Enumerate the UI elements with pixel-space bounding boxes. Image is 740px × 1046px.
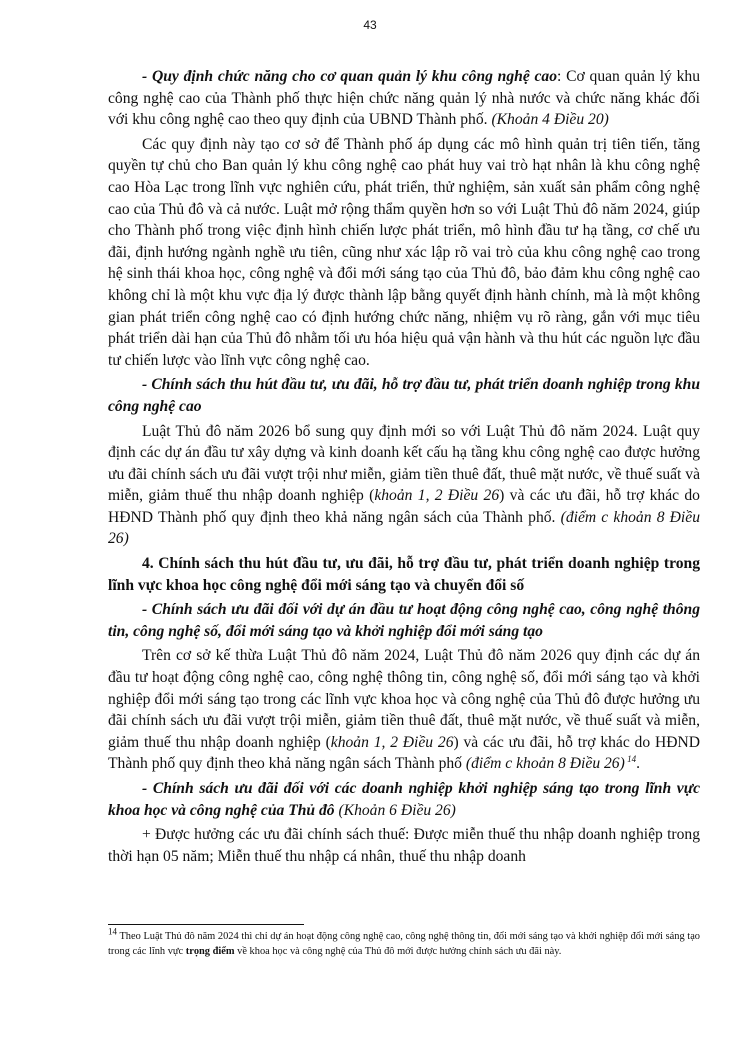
legal-reference: (Khoản 6 Điều 26)	[338, 801, 456, 819]
footnote	[108, 926, 700, 959]
heading-text: - Chính sách ưu đãi đối với các doanh nghiệp khởi nghiệp sáng tạo trong lĩnh vực khoa học và công nghệ của Thủ đô	[108, 780, 700, 819]
footnote-text: Theo Luật Thủ đô năm 2024 thì chỉ dự án hoạt động công nghệ cao, công nghệ thông tin, đổi mới sáng tạo và khởi nghiệp đổi mới sáng tạo trong các lĩnh vực	[108, 931, 700, 957]
paragraph-tax-incentives: + Được hưởng các ưu đãi chính sách thuế: Được miễn thuế thu nhập doanh nghiệp trong thời hạn 05 năm; Miễn thuế thu nhập cá nhân, thuế thu nhập doanh	[108, 826, 700, 865]
paragraph-text: Luật Thủ đô năm 2026 bổ sung quy định mới so với Luật Thủ đô năm 2024. Luật quy định các dự án đầu tư xây dựng và kinh doanh kết cấu hạ tầng khu công nghệ cao được hưởng ưu đãi chính sách ưu đãi vượt trội như miễn, giảm tiền thuê đất, thuê mặt nước, về thuế suất và miễn, giảm thuế thu nhập doanh nghiệp (	[108, 422, 700, 505]
paragraph-explanation: Các quy định này tạo cơ sở để Thành phố áp dụng các mô hình quản trị tiên tiến, tăng quyền tự chủ cho Ban quản lý khu công nghệ cao phát huy vai trò hạt nhân là khu công nghệ cao Hòa Lạc trong lĩnh vực nghiên cứu, phát triển, thử nghiệm, sản xuất sản phẩm công nghệ cao của Thủ đô và cả nước. Luật mở rộng thẩm quyền hơn so với Luật Thủ đô năm 2024, giúp cho Thành phố trong việc định hình chiến lược phát triển, mô hình đầu tư hạ tầng, cơ chế ưu đãi, định hướng ngành nghề ưu tiên, cũng như xác lập rõ vai trò của khu công nghệ cao trong hệ sinh thái khoa học, công nghệ và đổi mới sáng tạo của Thủ đô, bảo đảm khu công nghệ cao không chỉ là một khu vực địa lý được thành lập bằng quyết định hành chính, mà là một không gian phát triển công nghệ cao có định hướng chức năng, nhiệm vụ rõ ràng, gắn với mục tiêu phát triển dài hạn của Thủ đô nhằm tối ưu hóa hiệu quả vận hành và thu hút các nguồn lực đầu tư chiến lược vào lĩnh vực công nghệ cao.	[108, 135, 700, 369]
paragraph-hitech-authority	[108, 66, 700, 131]
footnote-text: về khoa học và công nghệ của Thủ đô mới được hưởng chính sách ưu đãi này.	[234, 945, 562, 957]
heading-startup-incentives	[108, 778, 700, 821]
heading-text: - Chính sách ưu đãi đối với dự án đầu tư hoạt động công nghệ cao, công nghệ thông tin, công nghệ số, đổi mới sáng tạo và khởi nghiệp đổi mới sáng tạo	[108, 601, 700, 640]
heading-text: 4. Chính sách thu hút đầu tư, ưu đãi, hỗ trợ đầu tư, phát triển doanh nghiệp trong lĩnh vực khoa học công nghệ đổi mới sáng tạo và chuyển đổi số	[108, 555, 700, 594]
paragraph-project-incentives	[108, 645, 700, 775]
footnote-emphasis: trọng điểm	[185, 945, 235, 957]
section-heading-4	[108, 553, 700, 596]
legal-reference: (Khoản 4 Điều 20)	[491, 111, 609, 129]
paragraph-investment-incentives	[108, 421, 700, 551]
legal-reference: (điểm c khoản 8 Điều 26)	[465, 755, 625, 773]
heading-investment-policy-hitech-zone	[108, 374, 700, 417]
legal-reference: khoản 1, 2 Điều 26	[330, 733, 454, 751]
paragraph-text: .	[636, 755, 640, 773]
footnote-separator	[108, 924, 304, 925]
heading-incentive-projects	[108, 599, 700, 642]
heading-text: - Chính sách thu hút đầu tư, ưu đãi, hỗ trợ đầu tư, phát triển doanh nghiệp trong khu công nghệ cao	[108, 376, 700, 415]
page-number: 43	[363, 18, 377, 32]
legal-reference: (điểm c khoản 8 Điều 26)	[108, 508, 700, 548]
heading-hitech-authority: - Quy định chức năng cho cơ quan quản lý khu công nghệ cao	[142, 68, 558, 85]
paragraph-text: ) và các ưu đãi, hỗ trợ khác do HĐND Thành phố quy định theo khả năng ngân sách Thành phố	[108, 733, 700, 773]
paragraph-text: Trên cơ sở kế thừa Luật Thủ đô năm 2024, Luật Thủ đô năm 2026 quy định các dự án đầu tư hoạt động công nghệ cao, công nghệ thông tin, công nghệ số, đổi mới sáng tạo và khởi nghiệp đổi mới sáng tạo trong các lĩnh vực khoa học và công nghệ của Thủ đô được hưởng ưu đãi chính sách ưu đãi vượt trội miễn, giảm tiền thuê đất, thuê mặt nước, về thuế suất và miễn, giảm thuế thu nhập doanh nghiệp (	[108, 647, 700, 751]
footnote-marker: 14	[624, 754, 637, 765]
legal-reference: khoản 1, 2 Điều 26	[374, 487, 500, 505]
paragraph-text: : Cơ quan quản lý khu công nghệ cao của Thành phố thực hiện chức năng quản lý nhà nước và chức năng khác đối với khu công nghệ cao theo quy định của UBND Thành phố.	[108, 68, 700, 129]
footnote-number: 14	[108, 926, 117, 937]
paragraph-text: ) và các ưu đãi, hỗ trợ khác do HĐND Thành phố quy định theo khả năng ngân sách của Thành phố.	[108, 487, 700, 526]
document-body	[108, 66, 700, 870]
